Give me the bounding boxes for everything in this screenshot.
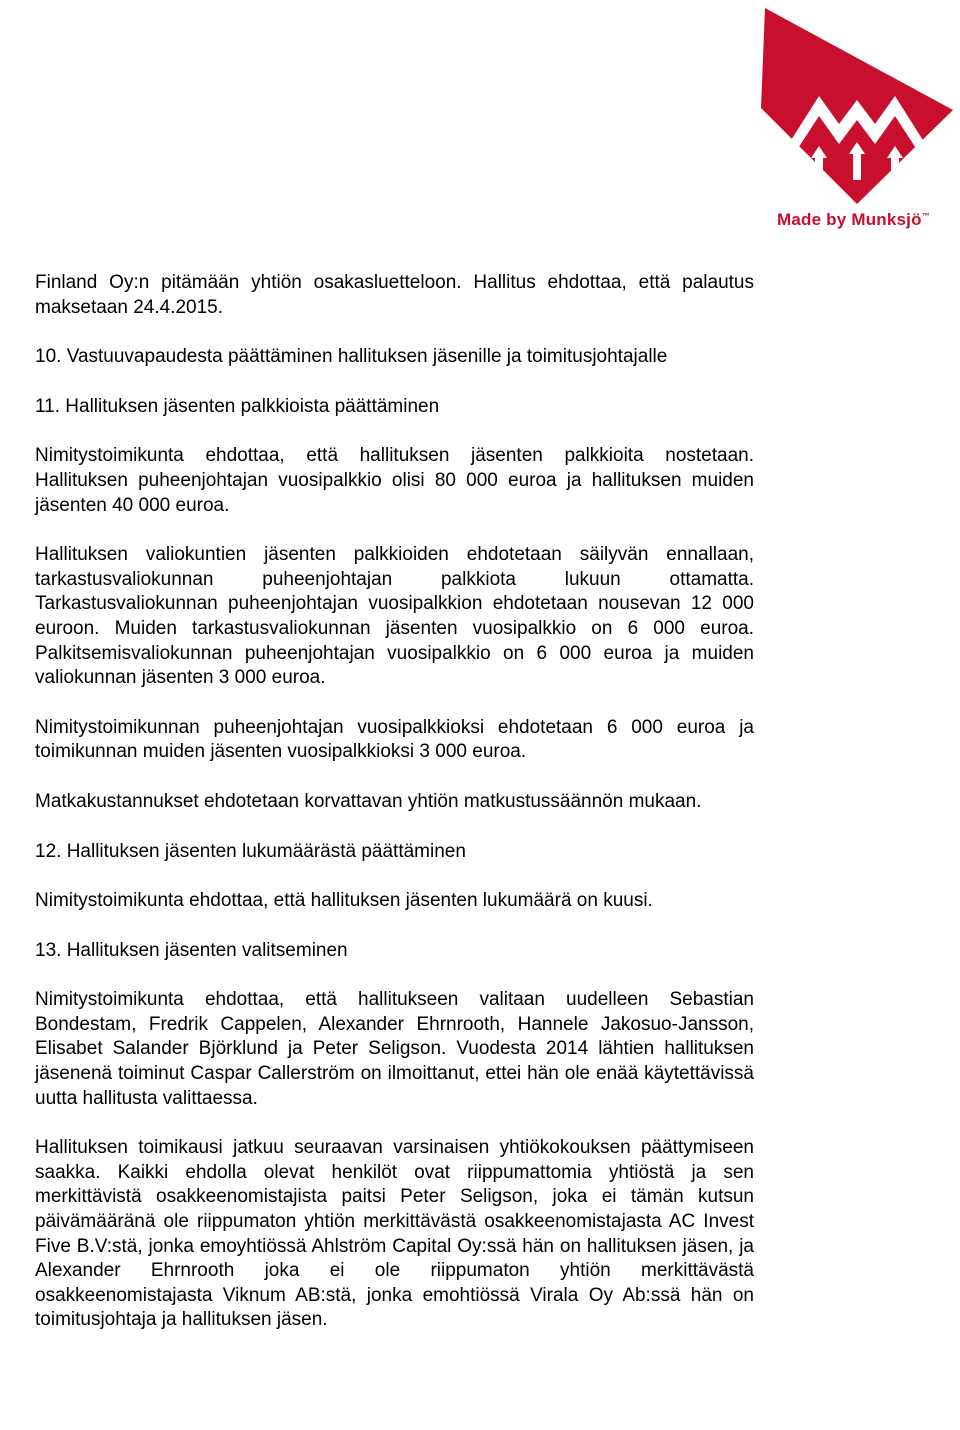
paragraph: Nimitystoimikunta ehdottaa, että hallitukseen valitaan uudelleen Sebastian Bondestam, Fredrik Cappelen, Alexander Ehrnrooth, Hannele Jakosuo-Jansson, Elisabet Salander Björklund ja Peter Seligson. Vuodesta 2014 lähtien hallituksen jäsenenä toiminut Caspar Callerström on ilmoittanut, ettei hän ole enää käytettävissä uutta hallitusta valittaessa. — [35, 989, 754, 1109]
paragraph: Nimitystoimikunnan puheenjohtajan vuosipalkkioksi ehdotetaan 6 000 euroa ja toimikunnan muiden jäsenten vuosipalkkioksi 3 000 euroa. — [35, 716, 754, 763]
paragraph: Hallituksen toimikausi jatkuu seuraavan varsinaisen yhtiökokouksen päättymiseen saakka. Kaikki ehdolla olevat henkilöt ovat riippumattomia yhtiöstä ja sen merkittävistä osakkeenomistajista paitsi Peter Seligson, joka ei tämän kutsun päivämääränä ole riippumaton yhtiön merkittävästä osakkeenomistajasta AC Invest Five B.V:stä, jonka emoyhtiössä Ahlström Capital Oy:ssä hän on hallituksen jäsen, ja Alexander Ehrnrooth joka ei ole riippumaton yhtiön merkittävästä osakkeenomistajasta Viknum AB:stä, jonka emohtiössä Virala Oy Ab:ssä hän on toimitusjohtaja ja hallituksen jäsen. — [35, 1137, 754, 1331]
paragraph: Nimitystoimikunta ehdottaa, että hallituksen jäsenten palkkioita nostetaan. Hallituksen puheenjohtajan vuosipalkkio olisi 80 000 euroa ja hallituksen muiden jäsenten 40 000 euroa. — [35, 445, 754, 516]
paragraph: Finland Oy:n pitämään yhtiön osakasluetteloon. Hallitus ehdottaa, että palautus maksetaan 24.4.2015. — [35, 272, 754, 318]
paragraph: Matkakustannukset ehdotetaan korvattavan yhtiön matkustussäännön mukaan. — [35, 790, 702, 812]
section-heading: 13. Hallituksen jäsenten valitseminen — [35, 939, 348, 961]
logo-wordmark-text: Made by Munksjö — [777, 210, 922, 229]
logo-trademark: ™ — [921, 211, 930, 221]
paragraph: Hallituksen valiokuntien jäsenten palkkioiden ehdotetaan säilyvän ennallaan, tarkastusvaliokunnan puheenjohtajan palkkiota lukuun ottamatta. Tarkastusvaliokunnan puheenjohtajan vuosipalkkion ehdotetaan nousevan 12 000 euroon. Muiden tarkastusvaliokunnan jäsenten vuosipalkkio on 6 000 euroa. Palkitsemisvaliokunnan puheenjohtajan vuosipalkkio on 6 000 euroa ja muiden valiokunnan jäsenten 3 000 euroa. — [35, 544, 754, 689]
section-heading: 10. Vastuuvapaudesta päättäminen hallituksen jäsenille ja toimitusjohtajalle — [35, 346, 668, 368]
paragraph: Nimitystoimikunta ehdottaa, että hallituksen jäsenten lukumäärä on kuusi. — [35, 890, 653, 912]
munksjo-logo-mark — [757, 4, 957, 209]
logo-wordmark — [777, 210, 957, 230]
munksjo-logo — [757, 4, 957, 236]
document-body — [35, 271, 754, 1333]
section-heading: 11. Hallituksen jäsenten palkkioista päättäminen — [35, 395, 440, 417]
section-heading: 12. Hallituksen jäsenten lukumäärästä päättäminen — [35, 840, 466, 862]
